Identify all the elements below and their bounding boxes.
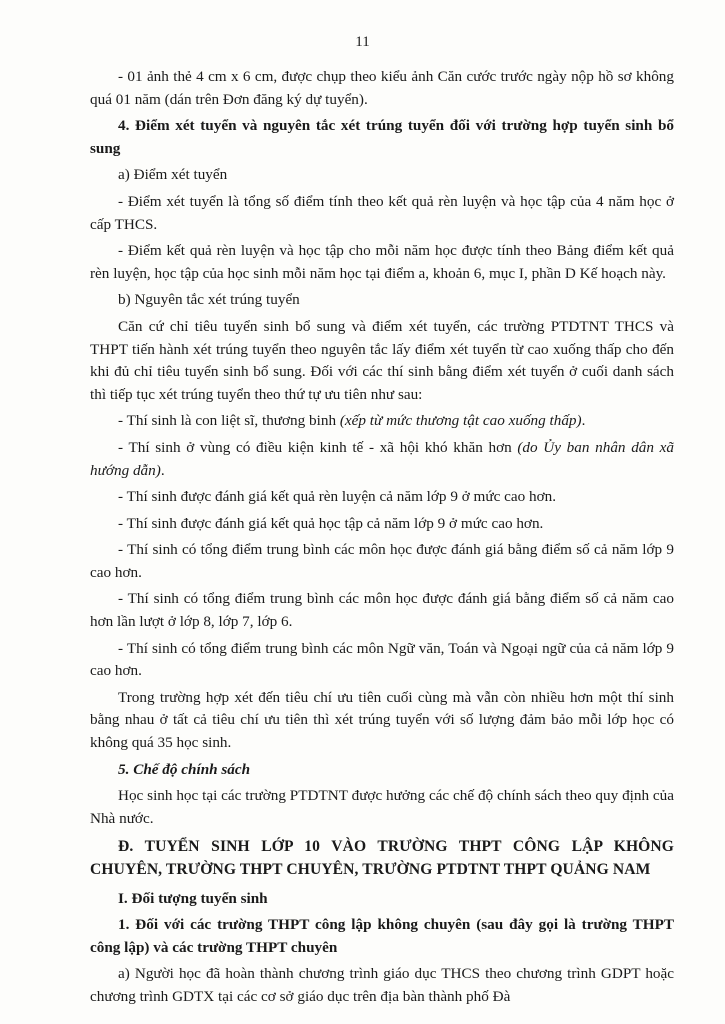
paragraph xyxy=(90,410,674,433)
paragraph: - Thí sinh có tổng điểm trung bình các môn học được đánh giá bằng điểm số cả năm cao hơn lần lượt ở lớp 8, lớp 7, lớp 6. xyxy=(90,590,674,631)
text-span: - Thí sinh ở vùng có điều kiện kinh tế - xã hội khó khăn hơn xyxy=(118,438,518,456)
paragraph: Căn cứ chỉ tiêu tuyển sinh bổ sung và điểm xét tuyển, các trường PTDTNT THCS và THPT tiến hành xét trúng tuyển theo nguyên tắc lấy điểm xét tuyển từ cao xuống thấp cho đến khi đủ chỉ tiêu tuyển sinh bổ sung. Đối với các thí sinh bằng điểm xét tuyển ở cuối danh sách thì tiếp tục xét trúng tuyển theo thứ tự ưu tiên như sau: xyxy=(90,317,674,403)
section-heading: 1. Đối với các trường THPT công lập không chuyên (sau đây gọi là trường THPT công lập) và các trường THPT chuyên xyxy=(90,916,674,956)
text-span: - Thí sinh là con liệt sĩ, thương binh xyxy=(118,412,340,430)
paragraph: - Điểm xét tuyển là tổng số điểm tính theo kết quả rèn luyện và học tập của 4 năm học ở cấp THCS. xyxy=(90,192,674,233)
text-span: . xyxy=(160,461,165,479)
paragraph: b) Nguyên tắc xét trúng tuyển xyxy=(118,291,300,309)
paragraph xyxy=(90,437,674,482)
document-body xyxy=(90,66,674,1013)
paragraph: a) Điểm xét tuyển xyxy=(118,166,228,184)
italic-note: (do Ủy ban nhân dân xã hướng dẫn) xyxy=(90,438,674,479)
paragraph: - Thí sinh có tổng điểm trung bình các môn học được đánh giá bằng điểm số cả năm lớp 9 cao hơn. xyxy=(90,541,674,581)
paragraph: - Thí sinh được đánh giá kết quả học tập cả năm lớp 9 ở mức cao hơn. xyxy=(118,514,544,532)
paragraph: - 01 ảnh thẻ 4 cm x 6 cm, được chụp theo kiểu ảnh Căn cước trước ngày nộp hồ sơ không quá 01 năm (dán trên Đơn đăng ký dự tuyển). xyxy=(90,68,674,108)
paragraph: - Thí sinh có tổng điểm trung bình các môn Ngữ văn, Toán và Ngoại ngữ của cả năm lớp 9 cao hơn. xyxy=(90,639,674,680)
italic-note: (xếp từ mức thương tật cao xuống thấp) xyxy=(339,412,582,430)
section-heading: 5. Chế độ chính sách xyxy=(118,760,251,778)
section-heading: I. Đối tượng tuyển sinh xyxy=(118,889,268,907)
chapter-heading: Đ. TUYỂN SINH LỚP 10 VÀO TRƯỜNG THPT CÔNG LẬP KHÔNG CHUYÊN, TRƯỜNG THPT CHUYÊN, TRƯỜNG PTDTNT THPT QUẢNG NAM xyxy=(90,838,674,878)
paragraph: - Thí sinh được đánh giá kết quả rèn luyện cả năm lớp 9 ở mức cao hơn. xyxy=(118,488,557,506)
page-number: 11 xyxy=(355,34,370,50)
text-span: . xyxy=(581,412,586,430)
paragraph: Học sinh học tại các trường PTDTNT được hưởng các chế độ chính sách theo quy định của Nhà nước. xyxy=(90,787,674,827)
section-heading: 4. Điểm xét tuyển và nguyên tắc xét trúng tuyển đối với trường hợp tuyển sinh bổ sung xyxy=(90,117,674,157)
paragraph: Trong trường hợp xét đến tiêu chí ưu tiên cuối cùng mà vẫn còn nhiều hơn một thí sinh bằng nhau ở tất cả tiêu chí ưu tiên thì xét trúng tuyển với số lượng đảm bảo mỗi lớp học có không quá 35 học sinh. xyxy=(90,688,674,752)
paragraph: - Điểm kết quả rèn luyện và học tập cho mỗi năm học được tính theo Bảng điểm kết quả rèn luyện, học tập của học sinh mỗi năm học tại điểm a, khoản 6, mục I, phần D Kế hoạch này. xyxy=(90,242,674,282)
paragraph: a) Người học đã hoàn thành chương trình giáo dục THCS theo chương trình GDPT hoặc chương trình GDTX tại các cơ sở giáo dục trên địa bàn thành phố Đà xyxy=(90,965,674,1005)
